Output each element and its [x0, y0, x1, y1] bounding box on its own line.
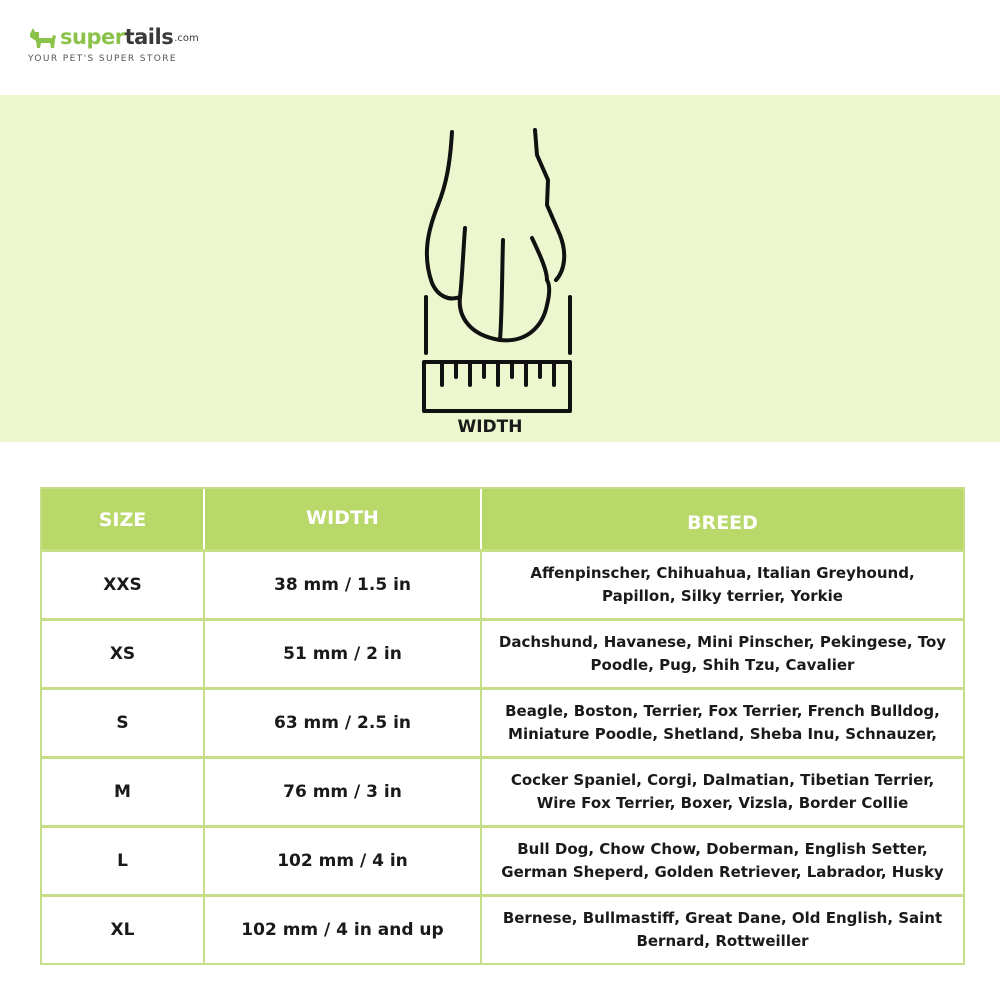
brand-name-tails: tails — [124, 25, 174, 49]
width-cell: 102 mm / 4 in — [205, 828, 482, 894]
size-chart-table — [40, 487, 965, 965]
width-cell: 76 mm / 3 in — [205, 759, 482, 825]
size-cell: XL — [42, 897, 205, 963]
table-row — [42, 549, 963, 618]
breed-cell: Beagle, Boston, Terrier, Fox Terrier, French Bulldog, Miniature Poodle, Shetland, Sheba Inu, Schnauzer, — [505, 702, 940, 743]
table-row — [42, 825, 963, 894]
breed-cell: Affenpinscher, Chihuahua, Italian Greyhound, Papillon, Silky terrier, Yorkie — [530, 564, 915, 605]
size-cell: L — [42, 828, 205, 894]
size-cell: XXS — [42, 552, 205, 618]
breed-cell: Cocker Spaniel, Corgi, Dalmatian, Tibetian Terrier, Wire Fox Terrier, Boxer, Vizsla, Border Collie — [510, 771, 935, 812]
table-row — [42, 894, 963, 963]
paw-ruler-icon — [410, 125, 585, 417]
table-row — [42, 618, 963, 687]
size-cell: M — [42, 759, 205, 825]
breed-cell: Bull Dog, Chow Chow, Doberman, English Setter, German Sheperd, Golden Retriever, Labrador, Husky — [501, 840, 944, 881]
brand-tagline: YOUR PET'S SUPER STORE — [28, 54, 178, 64]
width-cell: 38 mm / 1.5 in — [205, 552, 482, 618]
measurement-illustration — [0, 95, 1000, 442]
header-breed: BREED — [687, 512, 758, 534]
brand-logo[interactable] — [28, 24, 228, 74]
size-cell: S — [42, 690, 205, 756]
width-label: WIDTH — [457, 417, 523, 437]
width-cell: 102 mm / 4 in and up — [205, 897, 482, 963]
breed-cell: Dachshund, Havanese, Mini Pinscher, Pekingese, Toy Poodle, Pug, Shih Tzu, Cavalier — [498, 633, 947, 674]
header-width: WIDTH — [205, 489, 482, 549]
width-cell: 51 mm / 2 in — [205, 621, 482, 687]
width-cell: 63 mm / 2.5 in — [205, 690, 482, 756]
table-row — [42, 756, 963, 825]
header-size: SIZE — [42, 489, 205, 549]
breed-cell: Bernese, Bullmastiff, Great Dane, Old English, Saint Bernard, Rottweiller — [502, 909, 943, 950]
table-header — [42, 489, 963, 549]
brand-domain: .com — [174, 33, 199, 44]
dog-icon — [28, 24, 58, 50]
logo-wordmark — [28, 24, 228, 50]
table-row — [42, 687, 963, 756]
size-cell: XS — [42, 621, 205, 687]
brand-name-super: super — [60, 25, 125, 49]
